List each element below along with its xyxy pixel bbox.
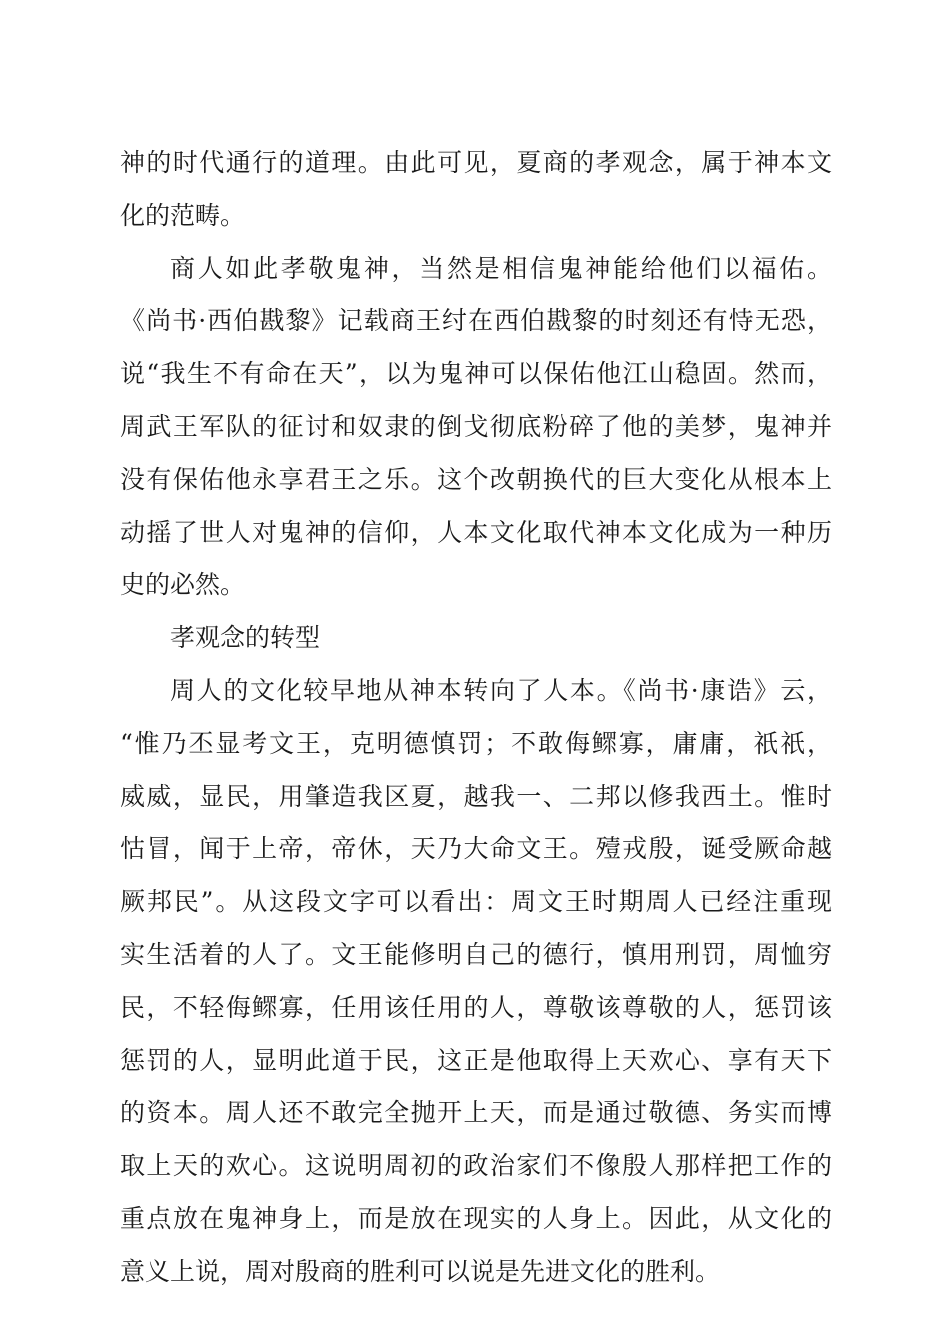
text-line: 民，不轻侮鳏寡，任用该任用的人，尊敬该尊敬的人，惩罚该 xyxy=(120,992,832,1022)
text-line: 没有保佑他永享君王之乐。这个改朝换代的巨大变化从根本上 xyxy=(120,464,832,494)
text-line: 惩罚的人，显明此道于民，这正是他取得上天欢心、享有天下 xyxy=(120,1045,832,1075)
document-body xyxy=(120,137,832,1299)
text-line: 威威，显民，用肇造我区夏，越我一、二邦以修我西土。惟时 xyxy=(120,781,832,811)
text-line: 化的范畴。 xyxy=(120,200,246,230)
text-line: 怙冒，闻于上帝，帝休，天乃大命文王。殪戎殷，诞受厥命越 xyxy=(120,834,832,864)
text-line: 重点放在鬼神身上，而是放在现实的人身上。因此，从文化的 xyxy=(120,1203,832,1233)
paragraph-first-line: 周人的文化较早地从神本转向了人本。《尚书·康诰》云， xyxy=(170,675,832,705)
text-line: 说“我生不有命在天”，以为鬼神可以保佑他江山稳固。然而， xyxy=(120,359,832,389)
text-line: 《尚书·西伯戡黎》记载商王纣在西伯戡黎的时刻还有恃无恐， xyxy=(120,306,832,336)
text-line: 实生活着的人了。文王能修明自己的德行，慎用刑罚，周恤穷 xyxy=(120,939,832,969)
text-line: 动摇了世人对鬼神的信仰，人本文化取代神本文化成为一种历 xyxy=(120,517,832,547)
text-line: 史的必然。 xyxy=(120,570,246,600)
text-line: 的资本。周人还不敢完全抛开上天，而是通过敬德、务实而博 xyxy=(120,1098,832,1128)
text-line: 取上天的欢心。这说明周初的政治家们不像殷人那样把工作的 xyxy=(120,1151,832,1181)
section-heading: 孝观念的转型 xyxy=(170,623,321,653)
text-line: 周武王军队的征讨和奴隶的倒戈彻底粉碎了他的美梦，鬼神并 xyxy=(120,411,832,441)
paragraph-first-line: 商人如此孝敬鬼神，当然是相信鬼神能给他们以福佑。 xyxy=(170,253,832,283)
text-line: 神的时代通行的道理。由此可见，夏商的孝观念，属于神本文 xyxy=(120,148,832,177)
text-line: 意义上说，周对殷商的胜利可以说是先进文化的胜利。 xyxy=(120,1256,721,1286)
text-line: “惟乃丕显考文王，克明德慎罚；不敢侮鳏寡，庸庸，祇祇， xyxy=(120,728,832,758)
text-line: 厥邦民”。从这段文字可以看出：周文王时期周人已经注重现 xyxy=(120,887,832,917)
